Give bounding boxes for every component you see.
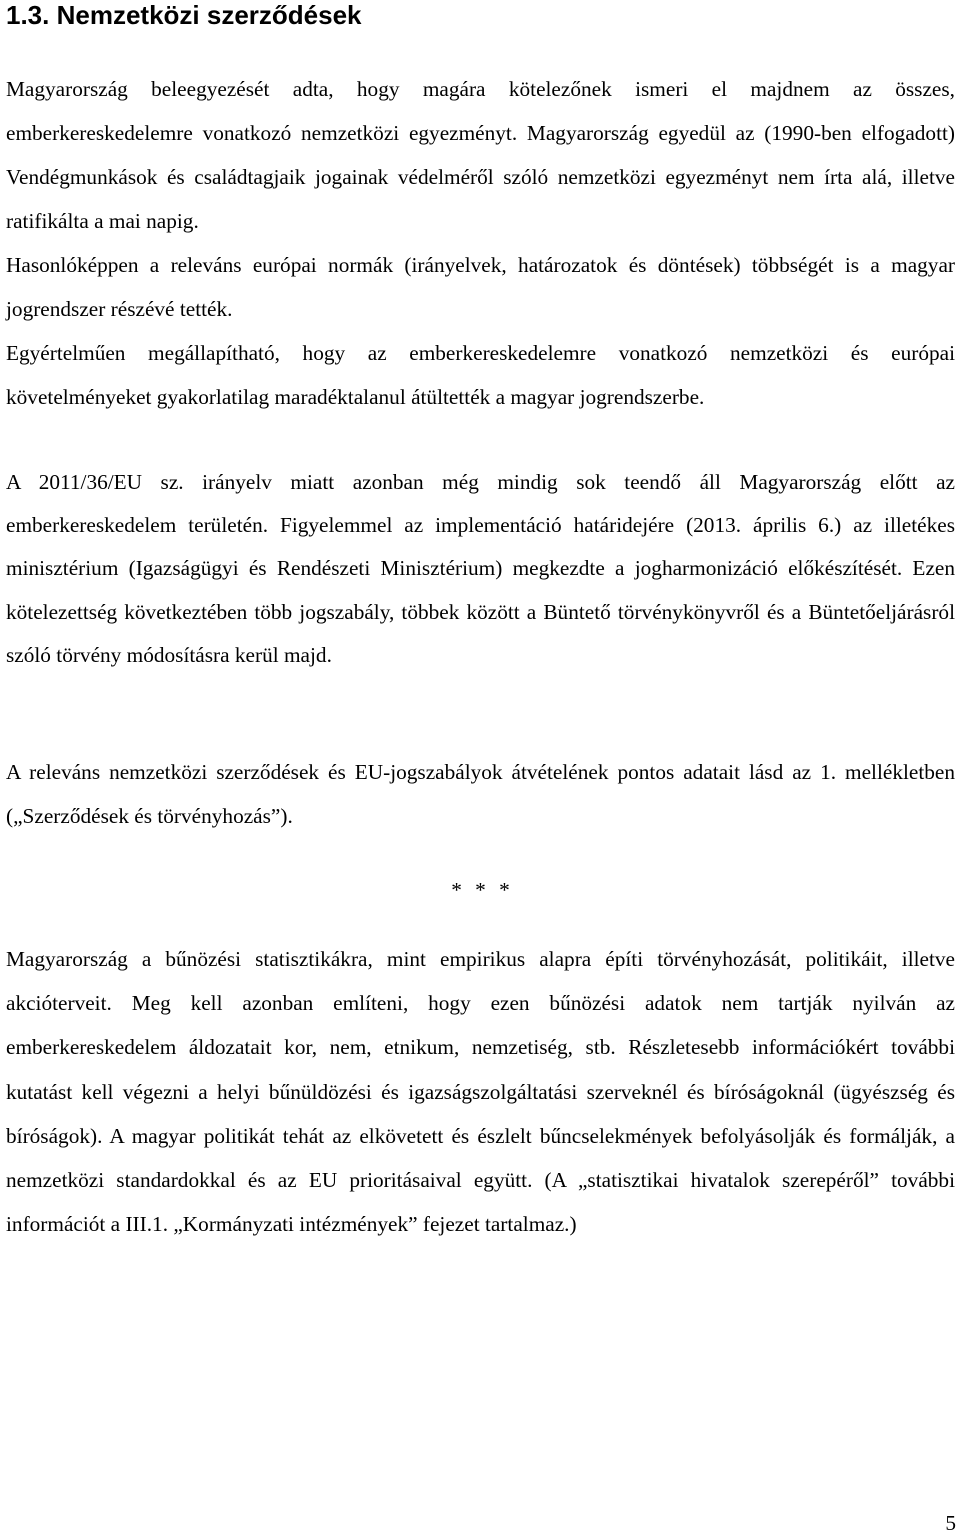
paragraph-annex-reference: A releváns nemzetközi szerződések és EU-jogszabályok átvételének pontos adatait lásd az 1. mellékletben („Szerződések és törvényhozás”). [6,760,955,828]
section-heading: 1.3. Nemzetközi szerződések [6,0,362,30]
paragraph-directive: A 2011/36/EU sz. irányelv miatt azonban még mindig sok teendő áll Magyarország előtt az emberkereskedelem területén. Figyelemmel az implementáció határidejére (2013. április 6.) az illetékes minisztérium (Igazságügyi és Rendészeti Minisztérium) megkezdte a jogharmonizáció előkészítését. Ezen kötelezettség következtében több jogszabály, többek között a Büntető törvénykönyvről és a Büntetőeljárásról szóló törvény módosításra kerül majd. [6,470,955,667]
paragraph-ratification: Magyarország beleegyezését adta, hogy magára kötelezőnek ismeri el majdnem az összes, emberkereskedelemre vonatkozó nemzetközi egyezményt. Magyarország egyedül az (1990-ben elfogadott) Vendégmunkások és családtagjaik jogainak védelméről szóló nemzetközi egyezményt nem írta alá, illetve ratifikálta a mai napig. [6,77,955,233]
paragraph-conclusion: Egyértelműen megállapítható, hogy az emberkereskedelemre vonatkozó nemzetközi és európai követelményeket gyakorlatilag maradéktalanul átültették a magyar jogrendszerbe. [6,341,955,409]
page-number: 5 [945,1511,956,1535]
paragraph-european-norms: Hasonlóképpen a releváns európai normák (irányelvek, határozatok és döntések) többségét is a magyar jogrendszer részévé tették. [6,253,955,321]
paragraph-statistics: Magyarország a bűnözési statisztikákra, mint empirikus alapra építi törvényhozását, politikáit, illetve akcióterveit. Meg kell azonban említeni, hogy ezen bűnözési adatok nem tartják nyilván az emberkereskedelem áldozatait kor, nem, etnikum, nemzetiség, stb. Részletesebb információkért további kutatást kell végezni a helyi bűnüldözési és igazságszolgáltatási szerveknél és bíróságoknál (ügyészség és bíróságok). A magyar politikát tehát az elkövetett és észlelt bűncselekmények befolyásolják és formálják, a nemzetközi standardokkal és az EU prioritásaival együtt. (A „statisztikai hivatalok szerepéről” további információt a III.1. „Kormányzati intézmények” fejezet tartalmaz.) [6,947,955,1237]
section-separator: * * * [451,878,510,902]
